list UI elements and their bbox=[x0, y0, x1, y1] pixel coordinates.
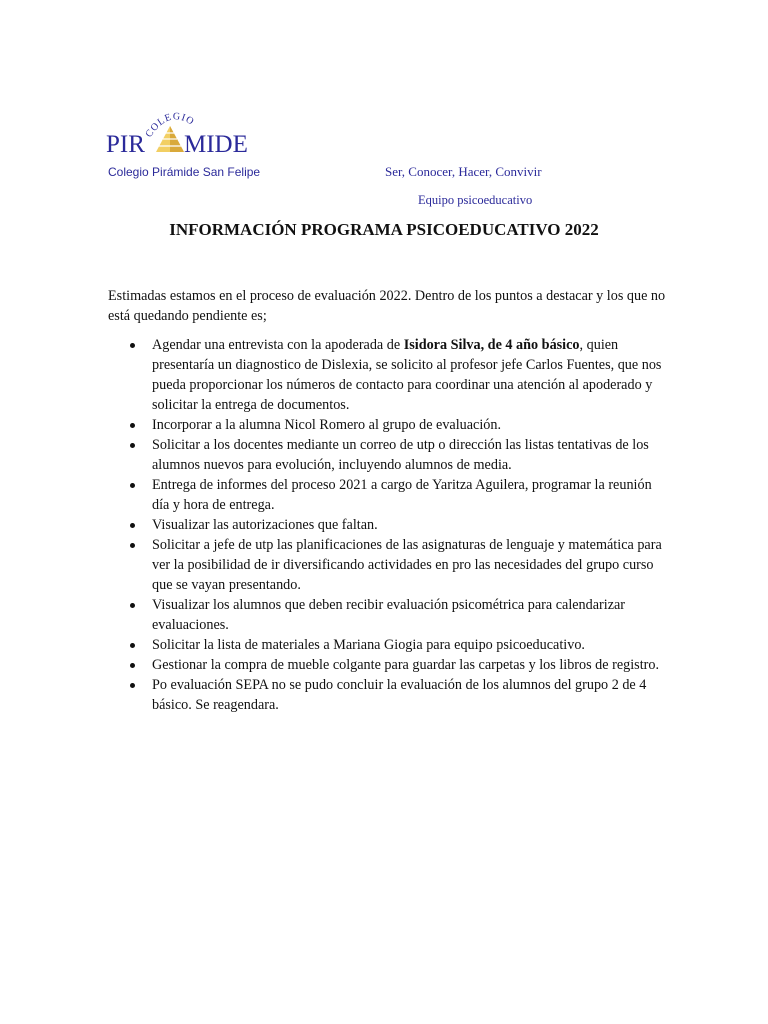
item-text: Entrega de informes del proceso 2021 a cargo de Yaritza Aguilera, programar la reunión día y hora de entrega. bbox=[152, 477, 652, 513]
bullet-dot-icon bbox=[130, 643, 135, 648]
task-list-item bbox=[108, 595, 668, 635]
item-text: Agendar una entrevista con la apoderada de bbox=[152, 337, 404, 353]
task-list-item bbox=[108, 475, 668, 515]
task-list-item bbox=[108, 635, 668, 655]
item-text: Po evaluación SEPA no se pudo concluir la evaluación de los alumnos del grupo 2 de 4 básico. Se reagendara. bbox=[152, 677, 647, 713]
school-logo bbox=[104, 108, 254, 164]
bullet-dot-icon bbox=[130, 423, 135, 428]
task-list-item bbox=[108, 415, 668, 435]
item-text: Solicitar la lista de materiales a Mariana Giogia para equipo psicoeducativo. bbox=[152, 637, 585, 653]
bullet-dot-icon bbox=[130, 343, 135, 348]
logo-arc-text: COLEGIO bbox=[143, 111, 197, 140]
item-text: Solicitar a los docentes mediante un correo de utp o dirección las listas tentativas de los alumnos nuevos para evolución, incluyendo alumnos de media. bbox=[152, 437, 649, 473]
item-text: Solicitar a jefe de utp las planificaciones de las asignaturas de lenguaje y matemática para ver la posibilidad de ir diversificando actividades en pro las necesidades del grupo curso que se vayan presentando. bbox=[152, 537, 662, 593]
team-label: Equipo psicoeducativo bbox=[418, 193, 533, 207]
school-name: Colegio Pirámide San Felipe bbox=[108, 165, 261, 179]
bullet-dot-icon bbox=[130, 683, 135, 688]
item-text: Gestionar la compra de mueble colgante para guardar las carpetas y los libros de registro. bbox=[152, 657, 660, 673]
task-list-item bbox=[108, 535, 668, 595]
document-title: INFORMACIÓN PROGRAMA PSICOEDUCATIVO 2022 bbox=[169, 220, 599, 239]
pyramid-logo-icon bbox=[104, 108, 254, 164]
item-text-continued: , quien presentaría un diagnostico de Dislexia, se solicito al profesor jefe Carlos Fuentes, que nos pueda proporcionar los números de contacto para coordinar una atención al apoderado y solicitar la entrega de documentos. bbox=[152, 337, 662, 413]
bullet-dot-icon bbox=[130, 543, 135, 548]
item-text: Visualizar las autorizaciones que faltan. bbox=[152, 517, 378, 533]
logo-word-left: PIR bbox=[106, 131, 145, 158]
task-list-item bbox=[108, 335, 668, 415]
task-list-item bbox=[108, 655, 668, 675]
task-list bbox=[108, 335, 668, 715]
logo-word-right: MIDE bbox=[184, 131, 248, 158]
school-motto: Ser, Conocer, Hacer, Convivir bbox=[385, 164, 542, 179]
task-list-item bbox=[108, 515, 668, 535]
bullet-dot-icon bbox=[130, 663, 135, 668]
bullet-dot-icon bbox=[130, 443, 135, 448]
item-text: Visualizar los alumnos que deben recibir evaluación psicométrica para calendarizar evaluaciones. bbox=[152, 597, 626, 633]
task-list-item bbox=[108, 435, 668, 475]
task-list-item bbox=[108, 675, 668, 715]
item-bold-text: Isidora Silva, de 4 año básico bbox=[403, 337, 580, 353]
intro-paragraph: Estimadas estamos en el proceso de evaluación 2022. Dentro de los puntos a destacar y los que no está quedando pendiente es; bbox=[108, 288, 666, 324]
bullet-dot-icon bbox=[130, 483, 135, 488]
bullet-dot-icon bbox=[130, 523, 135, 528]
bullet-dot-icon bbox=[130, 603, 135, 608]
item-text: Incorporar a la alumna Nicol Romero al grupo de evaluación. bbox=[152, 417, 502, 433]
